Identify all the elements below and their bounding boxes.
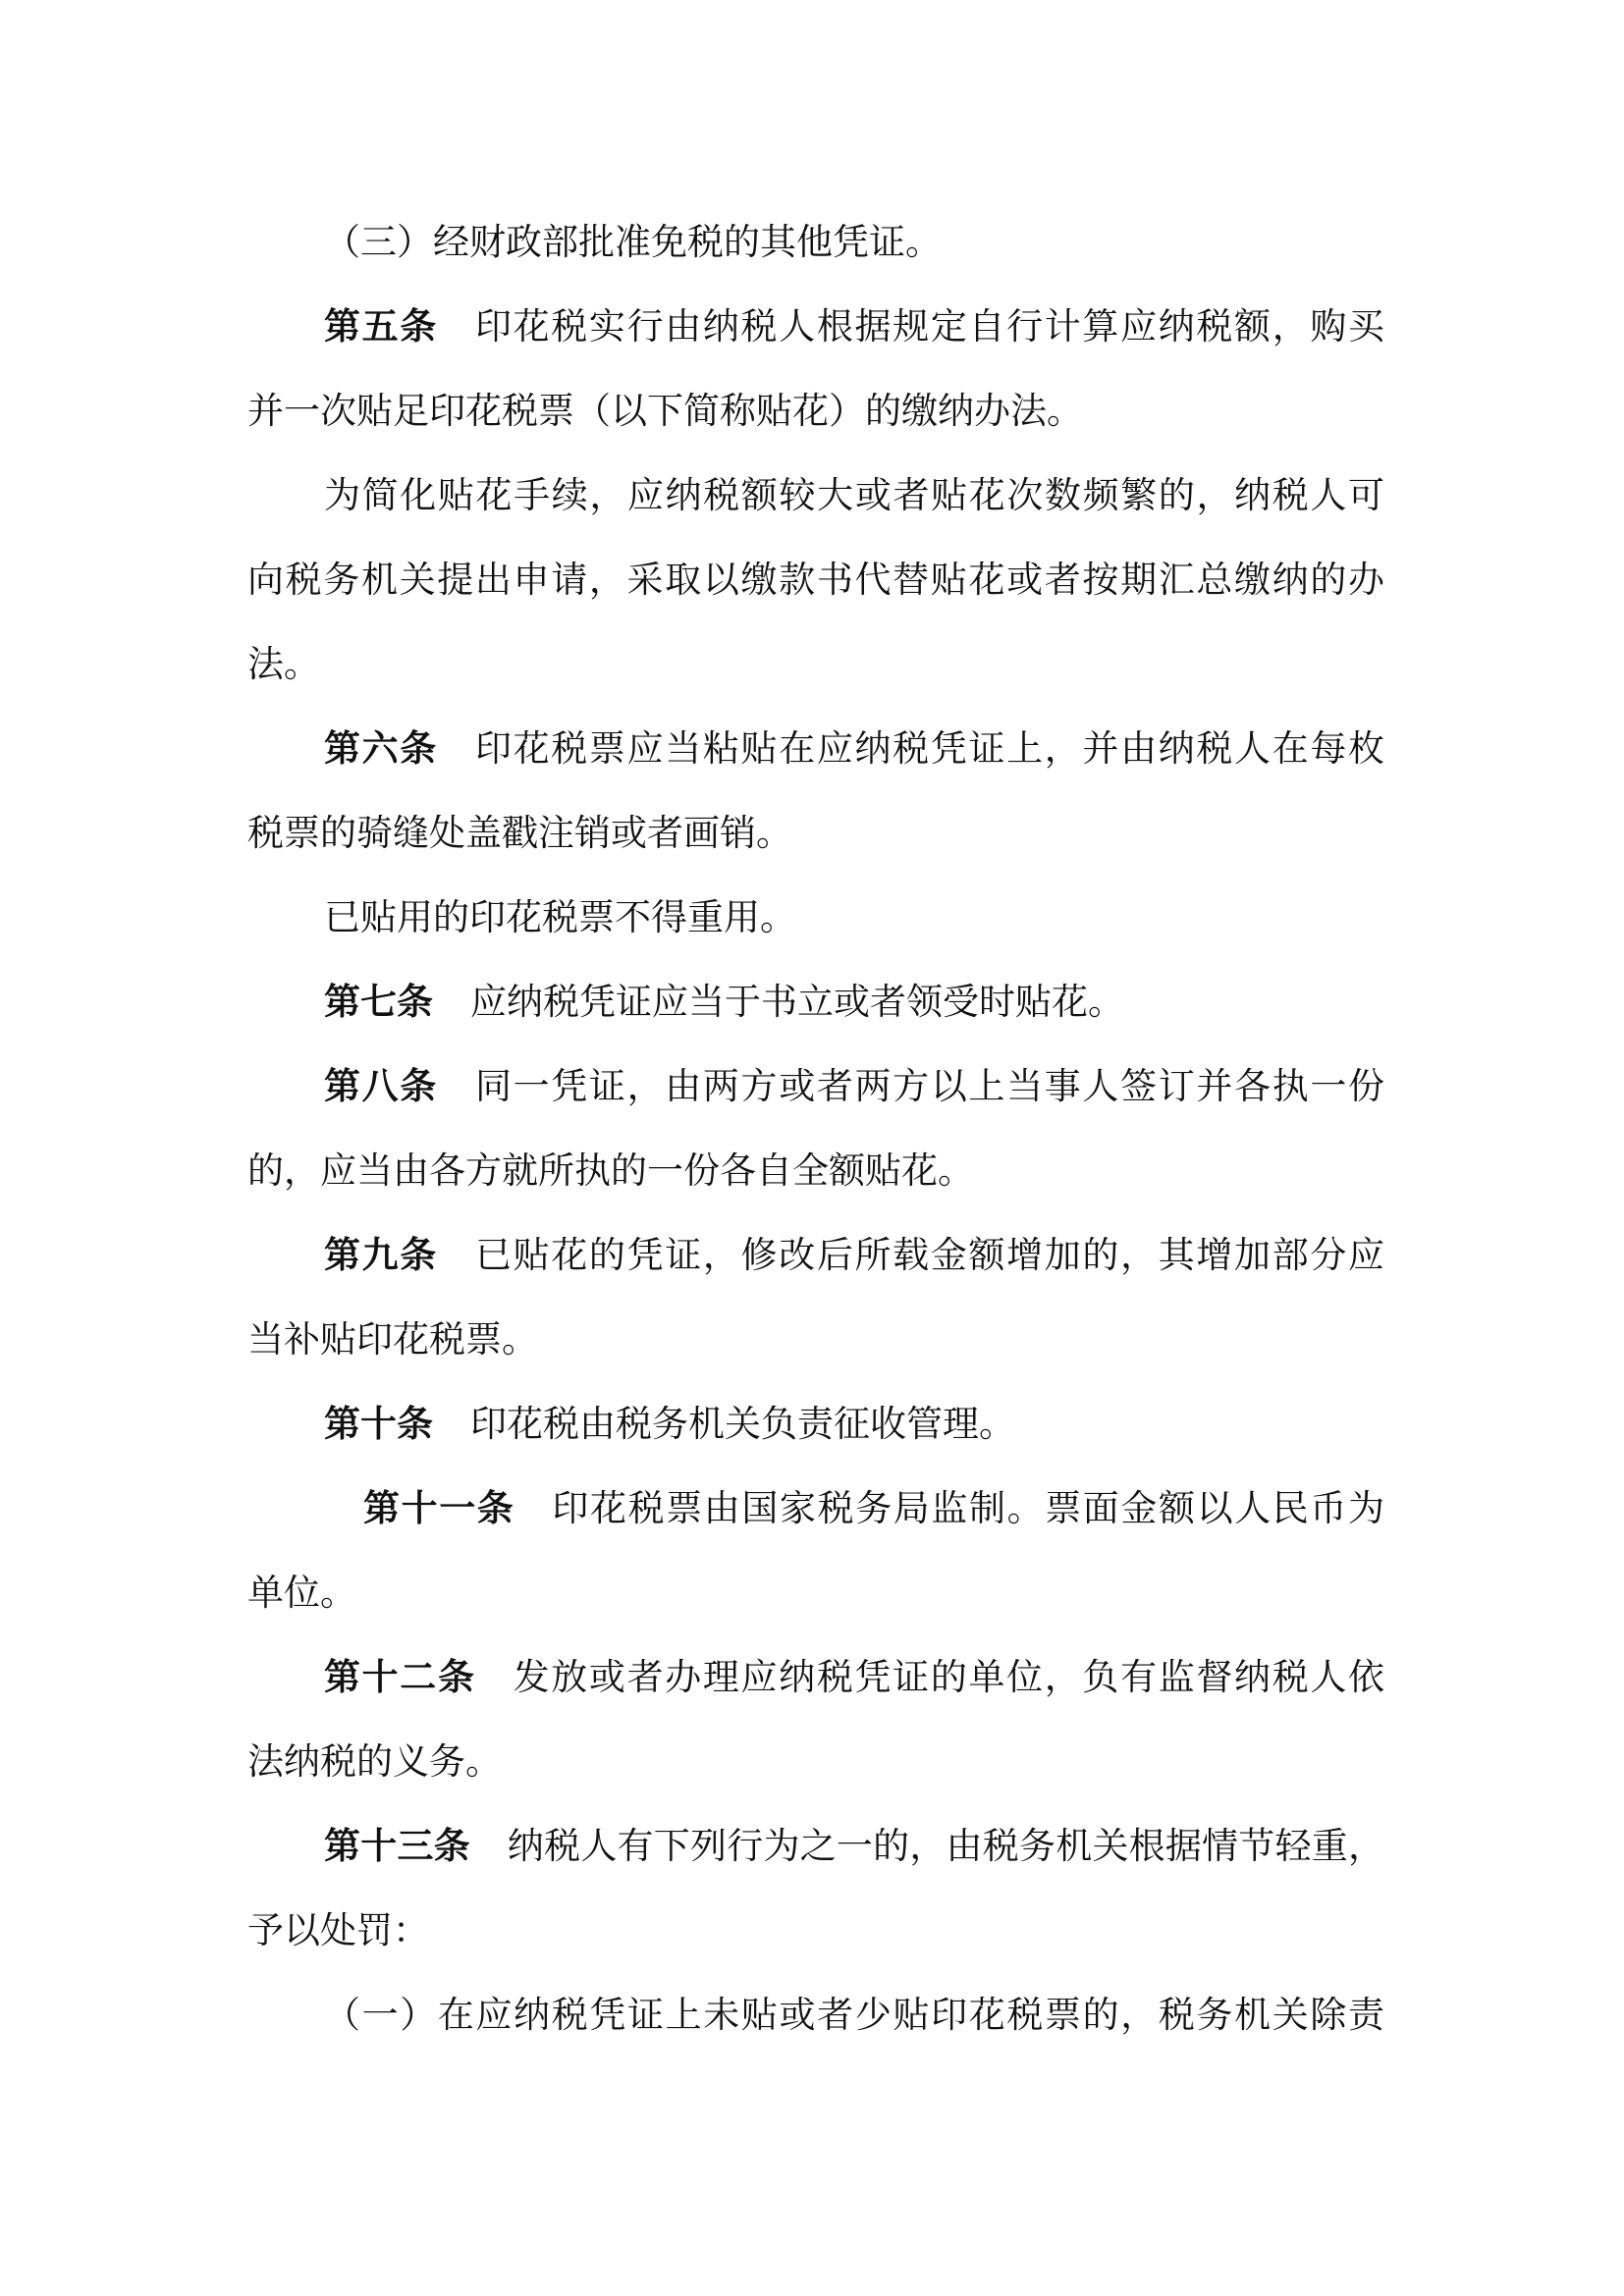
text-line <box>324 474 1384 516</box>
line-text: 应纳税凭证应当于书立或者领受时贴花。 <box>470 981 1124 1023</box>
text-line <box>247 559 1384 601</box>
line-text: 已贴花的凭证，修改后所载金额增加的，其增加部分应 <box>474 1234 1385 1276</box>
line-text: 印花税票应当粘贴在应纳税凭证上，并由纳税人在每枚 <box>474 727 1385 770</box>
line-text: 法。 <box>247 643 320 685</box>
line-text: 为简化贴花手续，应纳税额较大或者贴花次数频繁的，纳税人可 <box>324 474 1384 516</box>
line-text: 已贴用的印花税票不得重用。 <box>324 896 796 938</box>
text-line <box>247 1318 538 1361</box>
article-line <box>324 1402 1015 1445</box>
text-line <box>247 1909 429 1951</box>
article-line <box>324 1824 1385 1867</box>
text-line <box>247 390 1083 432</box>
text-line <box>247 1740 502 1783</box>
article-line <box>324 980 1124 1023</box>
line-text: 同一凭证，由两方或者两方以上当事人签订并各执一份 <box>474 1065 1385 1107</box>
line-text: 印花税由税务机关负责征收管理。 <box>470 1403 1015 1445</box>
article-number: 第十一条 <box>363 1486 515 1529</box>
article-number: 第七条 <box>324 980 433 1023</box>
article-line <box>324 1233 1385 1276</box>
article-number: 第五条 <box>324 304 438 347</box>
article-line <box>324 726 1385 770</box>
article-number: 第九条 <box>324 1233 438 1276</box>
article-line <box>324 304 1385 347</box>
line-text: 向税务机关提出申请，采取以缴款书代替贴花或者按期汇总缴纳的办 <box>247 559 1384 601</box>
line-text: （三）经财政部批准免税的其他凭证。 <box>324 221 942 263</box>
line-text: 印花税票由国家税务局监制。票面金额以人民币为 <box>552 1487 1385 1529</box>
line-text: 的，应当由各方就所执的一份各自全额贴花。 <box>247 1149 974 1192</box>
article-number: 第六条 <box>324 726 438 770</box>
line-text: 印花税实行由纳税人根据规定自行计算应纳税额，购买 <box>474 305 1385 347</box>
line-text: 单位。 <box>247 1572 356 1614</box>
article-number: 第十三条 <box>324 1824 470 1867</box>
article-number: 第十条 <box>324 1402 433 1445</box>
article-number: 第十二条 <box>324 1655 476 1698</box>
text-line <box>247 1149 974 1192</box>
article-number: 第八条 <box>324 1064 438 1107</box>
line-text: 并一次贴足印花税票（以下简称贴花）的缴纳办法。 <box>247 390 1083 432</box>
text-line <box>247 812 792 854</box>
text-line <box>324 896 796 938</box>
text-line <box>324 221 942 263</box>
text-line <box>247 643 320 685</box>
line-text: （一）在应纳税凭证上未贴或者少贴印花税票的，税务机关除责 <box>324 1994 1384 2036</box>
article-line <box>324 1655 1385 1698</box>
article-line <box>363 1486 1385 1529</box>
line-text: 纳税人有下列行为之一的，由税务机关根据情节轻重， <box>507 1825 1385 1867</box>
article-line <box>324 1064 1385 1107</box>
text-line <box>247 1572 356 1614</box>
line-text: 予以处罚： <box>247 1909 429 1951</box>
line-text: 法纳税的义务。 <box>247 1740 502 1783</box>
line-text: 发放或者办理应纳税凭证的单位，负有监督纳税人依 <box>513 1656 1385 1698</box>
text-line <box>324 1994 1384 2036</box>
line-text: 当补贴印花税票。 <box>247 1318 538 1361</box>
line-text: 税票的骑缝处盖戳注销或者画销。 <box>247 812 792 854</box>
